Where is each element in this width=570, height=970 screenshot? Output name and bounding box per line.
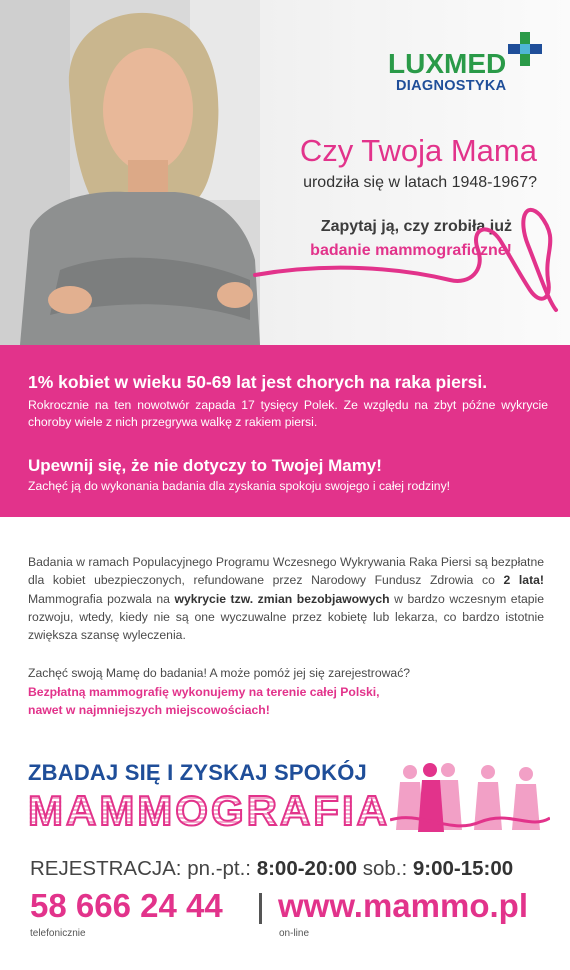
hero-section <box>0 0 570 345</box>
sat-label: sob.: <box>357 857 413 880</box>
saturday-hours: 9:00-15:00 <box>412 857 514 880</box>
registration-hours <box>30 857 513 881</box>
mammografia-title: MAMMOGRAFIA <box>28 787 390 834</box>
subline: urodziła się w latach 1948-1967? <box>303 174 537 191</box>
logo-sub: DIAGNOSTYKA <box>396 78 507 94</box>
headline: Czy Twoja Mama <box>299 133 537 168</box>
divider <box>259 893 262 924</box>
body-part-1: Badania w ramach Populacyjnego Programu Wczesnego Wykrywania Raka Piersi są bezpłatne dla kobiet ubezpieczonych, refundowane przez Narodowy Fundusz Zdrowia co <box>28 555 544 588</box>
info-band <box>0 345 570 517</box>
body-part-3: w bardzo wczesnym etapie rozwoju, wtedy, kiedy nie są one wyczuwalne przez kobietę lub lekarza, co bardzo istotnie zwiększa szansę wyleczenia. <box>28 591 545 643</box>
ask-line-2: badanie mammograficzne! <box>310 242 512 259</box>
slogan: ZBADAJ SIĘ I ZYSKAJ SPOKÓJ <box>28 760 367 785</box>
body-paragraph <box>28 553 544 644</box>
band-heading-2: Upewnij się, że nie dotyczy to Twojej Mamy! <box>28 456 382 475</box>
body-bold-2: wykrycie tzw. zmian bezobjawowych <box>174 591 390 606</box>
band-paragraph-2: Zachęć ją do wykonania badania dla zyskania spokoju swojego i całej rodziny! <box>28 479 451 493</box>
body-part-2: Mammografia pozwala na <box>28 591 175 606</box>
phone-number[interactable]: 58 666 24 44 <box>30 887 223 924</box>
band-paragraph-1: Rokrocznie na ten nowotwór zapada 17 tysięcy Polek. Ze względu na zbyt późne wykrycie choroby wiele z nich przegrywa walkę z rakiem piersi. <box>28 398 548 429</box>
body-bold-1: 2 lata! <box>503 573 544 588</box>
women-silhouettes-icon <box>390 760 550 840</box>
pink-ribbon-icon <box>0 0 570 345</box>
reg-label: REJESTRACJA: pn.-pt.: <box>30 857 257 880</box>
band-heading-1: 1% kobiet w wieku 50-69 lat jest chorych na raka piersi. <box>28 372 488 392</box>
ask-line-1: Zapytaj ją, czy zrobiła już <box>320 218 512 235</box>
phone-caption: telefonicznie <box>30 928 86 939</box>
cta-line-1: Zachęć swoją Mamę do badania! A może pomóż jej się zarejestrować? <box>28 666 411 680</box>
website-link[interactable]: www.mammo.pl <box>278 887 528 924</box>
weekday-hours: 8:00-20:00 <box>256 857 357 880</box>
web-caption: on-line <box>279 928 310 939</box>
cta-line-2: Bezpłatną mammografię wykonujemy na terenie całej Polski, <box>28 685 380 699</box>
logo-word: LUXMED <box>388 48 507 79</box>
cta-line-3: nawet w najmniejszych miejscowościach! <box>28 703 270 717</box>
